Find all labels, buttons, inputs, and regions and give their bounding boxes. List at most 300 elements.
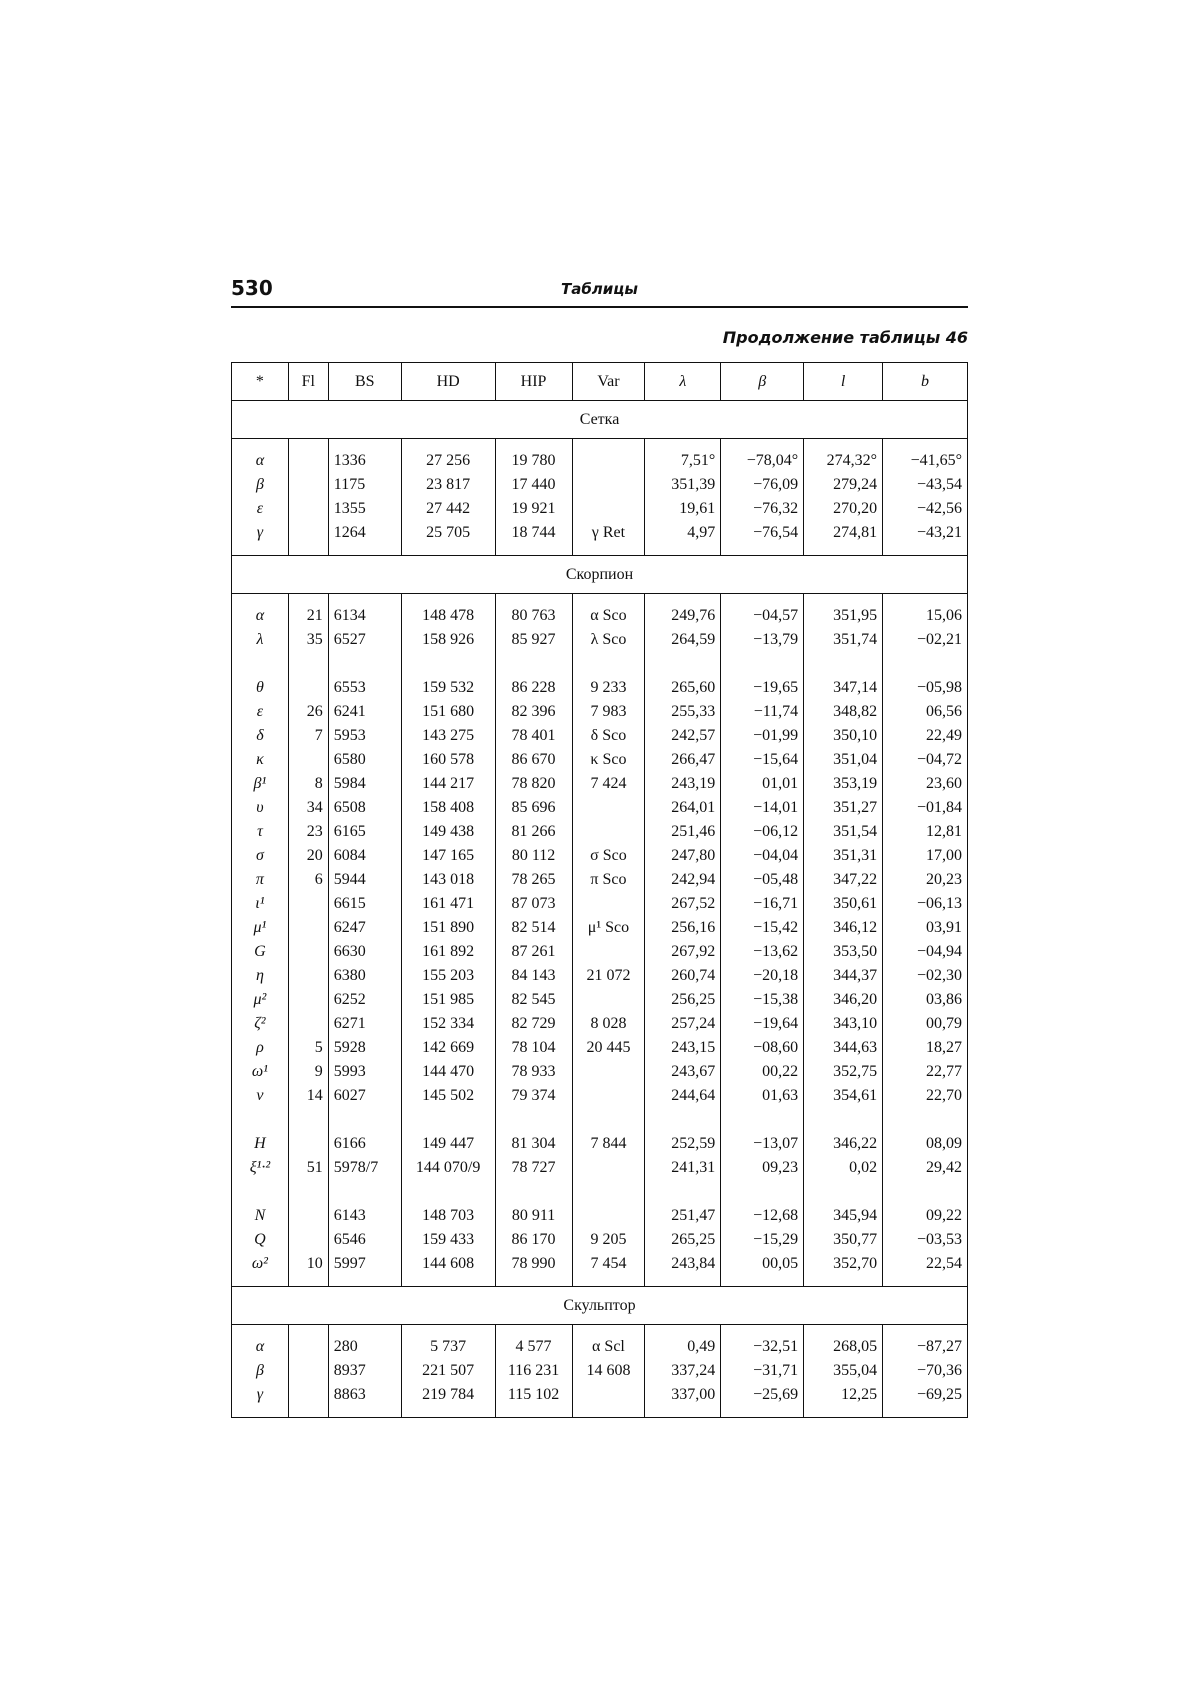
section-padding: [232, 439, 968, 450]
table-cell: 351,54: [804, 820, 883, 844]
table-cell: −70,36: [883, 1359, 968, 1383]
table-cell: 5984: [328, 772, 401, 796]
table-row: [232, 1335, 968, 1359]
table-cell: −08,60: [721, 1036, 804, 1060]
empty-cell: [328, 1276, 401, 1287]
table-row: [232, 796, 968, 820]
table-cell: 78 104: [495, 1036, 572, 1060]
table-cell: 7 424: [572, 772, 645, 796]
table-cell: 280: [328, 1335, 401, 1359]
table-cell: 6165: [328, 820, 401, 844]
table-cell: 352,70: [804, 1252, 883, 1276]
table-row: [232, 724, 968, 748]
empty-cell: [572, 439, 645, 450]
table-cell: 264,01: [645, 796, 721, 820]
empty-cell: [328, 1180, 401, 1204]
table-cell: −43,54: [883, 473, 968, 497]
table-cell: −15,29: [721, 1228, 804, 1252]
table-cell: 8863: [328, 1383, 401, 1407]
table-cell: 144 470: [401, 1060, 495, 1084]
section-title: Скорпион: [232, 556, 968, 594]
table-cell: [288, 1359, 328, 1383]
table-cell: 243,67: [645, 1060, 721, 1084]
empty-cell: [883, 1276, 968, 1287]
table-row: [232, 916, 968, 940]
empty-cell: [804, 545, 883, 556]
table-cell: 346,20: [804, 988, 883, 1012]
table-cell: ι¹: [232, 892, 289, 916]
table-cell: ν: [232, 1084, 289, 1108]
empty-cell: [883, 545, 968, 556]
empty-cell: [495, 545, 572, 556]
table-cell: −04,72: [883, 748, 968, 772]
empty-cell: [645, 1407, 721, 1418]
table-cell: 5953: [328, 724, 401, 748]
table-cell: 350,10: [804, 724, 883, 748]
empty-cell: [883, 652, 968, 676]
table-cell: β: [232, 1359, 289, 1383]
table-cell: 7 844: [572, 1132, 645, 1156]
table-cell: λ: [232, 628, 289, 652]
table-cell: 5944: [328, 868, 401, 892]
table-cell: 06,56: [883, 700, 968, 724]
table-cell: −32,51: [721, 1335, 804, 1359]
table-cell: 4 577: [495, 1335, 572, 1359]
row-gap: [232, 1180, 968, 1204]
table-cell: 145 502: [401, 1084, 495, 1108]
table-cell: 1336: [328, 449, 401, 473]
empty-cell: [721, 1180, 804, 1204]
table-cell: 161 471: [401, 892, 495, 916]
table-cell: −01,84: [883, 796, 968, 820]
table-cell: 27 442: [401, 497, 495, 521]
table-cell: 147 165: [401, 844, 495, 868]
table-cell: 149 447: [401, 1132, 495, 1156]
table-row: [232, 820, 968, 844]
table-cell: 78 990: [495, 1252, 572, 1276]
table-cell: γ: [232, 1383, 289, 1407]
table-cell: 243,15: [645, 1036, 721, 1060]
column-header: BS: [328, 363, 401, 401]
table-cell: 243,84: [645, 1252, 721, 1276]
table-cell: 8 028: [572, 1012, 645, 1036]
table-cell: [572, 988, 645, 1012]
empty-cell: [288, 545, 328, 556]
table-row: [232, 1084, 968, 1108]
table-cell: 354,61: [804, 1084, 883, 1108]
table-cell: 18,27: [883, 1036, 968, 1060]
table-row: [232, 473, 968, 497]
table-cell: 6084: [328, 844, 401, 868]
table-cell: 09,23: [721, 1156, 804, 1180]
empty-cell: [401, 1325, 495, 1336]
table-row: [232, 988, 968, 1012]
table-cell: 158 408: [401, 796, 495, 820]
table-cell: μ¹ Sco: [572, 916, 645, 940]
column-header: l: [804, 363, 883, 401]
table-cell: 6546: [328, 1228, 401, 1252]
table-cell: 25 705: [401, 521, 495, 545]
table-cell: [288, 964, 328, 988]
table-cell: κ Sco: [572, 748, 645, 772]
table-cell: 221 507: [401, 1359, 495, 1383]
table-cell: −15,42: [721, 916, 804, 940]
empty-cell: [495, 1180, 572, 1204]
table-cell: 82 396: [495, 700, 572, 724]
table-cell: 17 440: [495, 473, 572, 497]
table-cell: 85 696: [495, 796, 572, 820]
table-cell: [572, 1156, 645, 1180]
section-padding: [232, 1276, 968, 1287]
empty-cell: [883, 1108, 968, 1132]
table-row: [232, 1228, 968, 1252]
empty-cell: [804, 1325, 883, 1336]
table-cell: 6: [288, 868, 328, 892]
table-cell: 148 703: [401, 1204, 495, 1228]
table-cell: 159 532: [401, 676, 495, 700]
table-cell: 351,04: [804, 748, 883, 772]
empty-cell: [721, 1108, 804, 1132]
table-cell: 159 433: [401, 1228, 495, 1252]
table-cell: 219 784: [401, 1383, 495, 1407]
star-catalog-table: [231, 362, 968, 1418]
table-cell: 251,46: [645, 820, 721, 844]
table-cell: 260,74: [645, 964, 721, 988]
empty-cell: [721, 545, 804, 556]
table-cell: 35: [288, 628, 328, 652]
table-cell: 242,57: [645, 724, 721, 748]
table-cell: 4,97: [645, 521, 721, 545]
table-cell: α: [232, 449, 289, 473]
table-cell: −14,01: [721, 796, 804, 820]
empty-cell: [804, 1407, 883, 1418]
empty-cell: [495, 594, 572, 605]
table-cell: 80 911: [495, 1204, 572, 1228]
table-cell: 158 926: [401, 628, 495, 652]
table-cell: −41,65°: [883, 449, 968, 473]
table-cell: π Sco: [572, 868, 645, 892]
table-cell: 78 265: [495, 868, 572, 892]
table-cell: 144 608: [401, 1252, 495, 1276]
table-cell: [288, 1012, 328, 1036]
table-cell: 22,70: [883, 1084, 968, 1108]
table-cell: σ: [232, 844, 289, 868]
table-cell: [288, 521, 328, 545]
table-cell: 14: [288, 1084, 328, 1108]
empty-cell: [883, 594, 968, 605]
empty-cell: [232, 1407, 289, 1418]
table-cell: 274,32°: [804, 449, 883, 473]
empty-cell: [232, 594, 289, 605]
table-cell: 80 112: [495, 844, 572, 868]
table-cell: [572, 497, 645, 521]
empty-cell: [572, 1180, 645, 1204]
table-cell: 79 374: [495, 1084, 572, 1108]
table-cell: −25,69: [721, 1383, 804, 1407]
table-cell: τ: [232, 820, 289, 844]
table-cell: α Scl: [572, 1335, 645, 1359]
table-cell: β¹: [232, 772, 289, 796]
table-cell: [288, 916, 328, 940]
table-cell: 8937: [328, 1359, 401, 1383]
table-cell: 348,82: [804, 700, 883, 724]
empty-cell: [495, 1108, 572, 1132]
table-cell: 256,16: [645, 916, 721, 940]
empty-cell: [328, 1407, 401, 1418]
table-cell: 6134: [328, 604, 401, 628]
table-cell: −06,12: [721, 820, 804, 844]
table-cell: 344,63: [804, 1036, 883, 1060]
empty-cell: [721, 439, 804, 450]
table-cell: δ: [232, 724, 289, 748]
table-cell: η: [232, 964, 289, 988]
empty-cell: [645, 545, 721, 556]
empty-cell: [804, 594, 883, 605]
table-cell: −06,13: [883, 892, 968, 916]
table-cell: 346,12: [804, 916, 883, 940]
table-cell: 6247: [328, 916, 401, 940]
table-cell: 78 401: [495, 724, 572, 748]
table-cell: ρ: [232, 1036, 289, 1060]
row-gap: [232, 1108, 968, 1132]
empty-cell: [401, 1180, 495, 1204]
empty-cell: [804, 1180, 883, 1204]
empty-cell: [495, 652, 572, 676]
empty-cell: [572, 1407, 645, 1418]
table-row: [232, 868, 968, 892]
table-cell: −31,71: [721, 1359, 804, 1383]
empty-cell: [645, 1276, 721, 1287]
table-cell: 151 985: [401, 988, 495, 1012]
table-cell: 9 205: [572, 1228, 645, 1252]
table-cell: −78,04°: [721, 449, 804, 473]
table-cell: 20,23: [883, 868, 968, 892]
table-row: [232, 1012, 968, 1036]
table-cell: ε: [232, 497, 289, 521]
table-row: [232, 1060, 968, 1084]
table-cell: α Sco: [572, 604, 645, 628]
table-cell: −69,25: [883, 1383, 968, 1407]
empty-cell: [288, 439, 328, 450]
table-cell: [572, 449, 645, 473]
table-cell: 267,52: [645, 892, 721, 916]
empty-cell: [288, 652, 328, 676]
table-cell: 82 514: [495, 916, 572, 940]
table-row: [232, 497, 968, 521]
table-cell: ξ¹·²: [232, 1156, 289, 1180]
table-cell: [288, 1335, 328, 1359]
table-row: [232, 844, 968, 868]
table-cell: 5928: [328, 1036, 401, 1060]
table-cell: 343,10: [804, 1012, 883, 1036]
table-cell: 6252: [328, 988, 401, 1012]
empty-cell: [401, 1407, 495, 1418]
table-header-row: [232, 363, 968, 401]
table-cell: 149 438: [401, 820, 495, 844]
table-cell: 243,19: [645, 772, 721, 796]
empty-cell: [401, 1276, 495, 1287]
table-cell: 344,37: [804, 964, 883, 988]
section-header-row: [232, 401, 968, 439]
empty-cell: [645, 439, 721, 450]
empty-cell: [721, 652, 804, 676]
table-cell: 78 727: [495, 1156, 572, 1180]
table-cell: 351,31: [804, 844, 883, 868]
table-cell: 80 763: [495, 604, 572, 628]
table-cell: 20 445: [572, 1036, 645, 1060]
table-cell: ω²: [232, 1252, 289, 1276]
table-cell: 27 256: [401, 449, 495, 473]
table-cell: [572, 940, 645, 964]
table-cell: 256,25: [645, 988, 721, 1012]
table-cell: −01,99: [721, 724, 804, 748]
table-cell: [288, 1204, 328, 1228]
table-cell: 151 680: [401, 700, 495, 724]
empty-cell: [288, 1276, 328, 1287]
table-row: [232, 940, 968, 964]
table-cell: 6027: [328, 1084, 401, 1108]
table-row: [232, 1132, 968, 1156]
table-cell: Q: [232, 1228, 289, 1252]
table-cell: 7 454: [572, 1252, 645, 1276]
empty-cell: [232, 439, 289, 450]
table-cell: 355,04: [804, 1359, 883, 1383]
empty-cell: [288, 1325, 328, 1336]
table-cell: 12,81: [883, 820, 968, 844]
table-row: [232, 1359, 968, 1383]
table-cell: [572, 473, 645, 497]
table-cell: 21 072: [572, 964, 645, 988]
table-cell: 5997: [328, 1252, 401, 1276]
empty-cell: [572, 545, 645, 556]
table-cell: 270,20: [804, 497, 883, 521]
table-cell: 78 933: [495, 1060, 572, 1084]
table-cell: [572, 1060, 645, 1084]
table-cell: θ: [232, 676, 289, 700]
table-cell: 152 334: [401, 1012, 495, 1036]
table-cell: 6143: [328, 1204, 401, 1228]
table-cell: 23: [288, 820, 328, 844]
empty-cell: [721, 1325, 804, 1336]
table-cell: −76,09: [721, 473, 804, 497]
table-cell: 20: [288, 844, 328, 868]
table-cell: 09,22: [883, 1204, 968, 1228]
table-cell: −03,53: [883, 1228, 968, 1252]
section-title: Сетка: [232, 401, 968, 439]
table-cell: 87 073: [495, 892, 572, 916]
table-row: [232, 772, 968, 796]
empty-cell: [401, 439, 495, 450]
table-cell: 01,63: [721, 1084, 804, 1108]
table-cell: α: [232, 1335, 289, 1359]
table-cell: 247,80: [645, 844, 721, 868]
table-cell: N: [232, 1204, 289, 1228]
table-cell: 00,22: [721, 1060, 804, 1084]
table-cell: 51: [288, 1156, 328, 1180]
table-cell: [288, 473, 328, 497]
table-cell: 148 478: [401, 604, 495, 628]
empty-cell: [232, 1276, 289, 1287]
table-cell: ζ²: [232, 1012, 289, 1036]
table-cell: 7,51°: [645, 449, 721, 473]
table-cell: 1264: [328, 521, 401, 545]
table-cell: 347,14: [804, 676, 883, 700]
table-cell: 264,59: [645, 628, 721, 652]
table-cell: 18 744: [495, 521, 572, 545]
table-cell: −13,62: [721, 940, 804, 964]
table-cell: 5993: [328, 1060, 401, 1084]
table-cell: [288, 449, 328, 473]
section-padding: [232, 1325, 968, 1336]
table-cell: σ Sco: [572, 844, 645, 868]
table-cell: 347,22: [804, 868, 883, 892]
table-cell: −13,07: [721, 1132, 804, 1156]
table-cell: 255,33: [645, 700, 721, 724]
table-cell: 265,25: [645, 1228, 721, 1252]
table-cell: −12,68: [721, 1204, 804, 1228]
table-cell: 82 545: [495, 988, 572, 1012]
table-cell: 352,75: [804, 1060, 883, 1084]
empty-cell: [328, 1325, 401, 1336]
table-cell: [288, 676, 328, 700]
table-continuation-caption: Продолжение таблицы 46: [722, 328, 968, 347]
table-cell: −76,32: [721, 497, 804, 521]
table-cell: 353,50: [804, 940, 883, 964]
empty-cell: [572, 652, 645, 676]
table-row: [232, 1204, 968, 1228]
table-cell: [572, 1204, 645, 1228]
empty-cell: [328, 1108, 401, 1132]
table-row: [232, 1036, 968, 1060]
table-cell: 5: [288, 1036, 328, 1060]
table-cell: 6241: [328, 700, 401, 724]
table-row: [232, 628, 968, 652]
table-cell: 34: [288, 796, 328, 820]
table-cell: 82 729: [495, 1012, 572, 1036]
table-cell: 161 892: [401, 940, 495, 964]
empty-cell: [645, 1180, 721, 1204]
table-cell: −04,94: [883, 940, 968, 964]
table-cell: 8: [288, 772, 328, 796]
table-cell: 21: [288, 604, 328, 628]
table-cell: 03,91: [883, 916, 968, 940]
section-header-row: [232, 1287, 968, 1325]
table-cell: γ: [232, 521, 289, 545]
row-gap: [232, 652, 968, 676]
table-cell: 00,79: [883, 1012, 968, 1036]
table-cell: 12,25: [804, 1383, 883, 1407]
table-cell: −15,38: [721, 988, 804, 1012]
table-cell: 08,09: [883, 1132, 968, 1156]
table-cell: 81 266: [495, 820, 572, 844]
table-cell: [288, 988, 328, 1012]
table-cell: −02,30: [883, 964, 968, 988]
table-cell: −19,65: [721, 676, 804, 700]
table-row: [232, 1252, 968, 1276]
table-cell: 143 018: [401, 868, 495, 892]
table-cell: 14 608: [572, 1359, 645, 1383]
empty-cell: [495, 439, 572, 450]
table-cell: 144 070/9: [401, 1156, 495, 1180]
table-cell: 337,24: [645, 1359, 721, 1383]
table-cell: 29,42: [883, 1156, 968, 1180]
empty-cell: [883, 1325, 968, 1336]
empty-cell: [645, 1108, 721, 1132]
table-cell: 6527: [328, 628, 401, 652]
table-cell: −76,54: [721, 521, 804, 545]
table-row: [232, 604, 968, 628]
table-cell: 85 927: [495, 628, 572, 652]
